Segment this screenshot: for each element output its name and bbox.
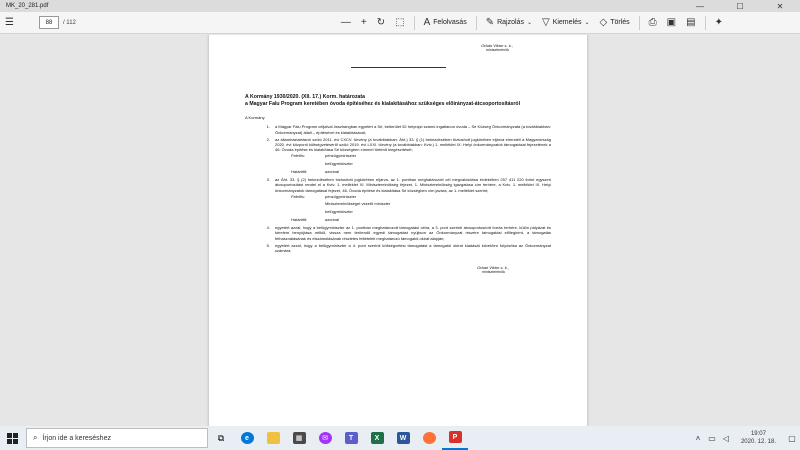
read-aloud-button[interactable] (419, 14, 472, 32)
zoom-in-button[interactable] (356, 14, 372, 32)
store-button[interactable] (286, 426, 312, 450)
pdf-icon: P (449, 431, 462, 443)
pin-toolbar-button[interactable] (710, 14, 728, 32)
edge-icon: e (241, 432, 254, 444)
save-as-button[interactable] (681, 14, 700, 32)
title-bar (0, 0, 800, 12)
responsibility-label: Felelős: (291, 193, 306, 199)
decree-item (245, 243, 551, 253)
clock-time: 19:07 (750, 431, 766, 437)
page-number-input[interactable]: 88 (39, 16, 59, 29)
excel-icon: X (371, 432, 384, 444)
pdf-toolbar (0, 12, 800, 34)
close-button[interactable]: ✕ (776, 1, 784, 11)
responsibility-label: Felelős: (291, 153, 306, 159)
responsibility-row (245, 208, 551, 216)
responsibility-label: Határidő: (291, 168, 308, 174)
firefox-icon (423, 432, 436, 444)
toolbar-separator (639, 16, 640, 30)
print-icon: ⎙ (648, 16, 657, 28)
chevron-up-icon[interactable]: ˄ (695, 433, 701, 443)
taskbar (0, 426, 800, 450)
responsibility-row (245, 200, 551, 208)
responsibility-value: pénzügyminiszter (325, 193, 357, 199)
search-icon: ⌕ (33, 433, 38, 442)
minus-icon: — (340, 16, 351, 28)
decree-item (245, 137, 551, 153)
responsibility-value: belügyminiszter (325, 209, 353, 214)
print-button[interactable] (644, 14, 662, 32)
pdf-reader-button[interactable] (442, 426, 468, 450)
decree-item-text: az Áht. 33. § (2) bekezdésében biztosított jogkörében eljárva, az 1. pontban meghatározott cél megvalósítása érdekében 257 411 220 forint egyszeri átcsoportosítást rendel el a Kvtv. 1. melléklet XI. Miniszterelnökség fejezet, 1. Miniszterelnökség igazgatása cím terhére, a Kvtv. 1. melléklet IX. Helyi önkormányzatok támogatásai fejezet, 46. Óvoda építése és kialakítása Sé községben cím javára, az 1. melléklet szerint; (275, 177, 551, 193)
decree-item-number: 1. (266, 124, 270, 130)
responsibility-row (245, 193, 551, 201)
page-total: / 112 (62, 19, 76, 26)
start-button[interactable] (0, 426, 24, 450)
fit-page-icon: ⬚ (395, 16, 405, 28)
responsibility-value: azonnal (325, 168, 340, 174)
excel-button[interactable] (364, 426, 390, 450)
responsibility-label (291, 200, 325, 208)
erase-button[interactable] (595, 14, 635, 32)
read-aloud-icon: A (423, 16, 431, 28)
search-placeholder: Írjon ide a kereséshez (42, 434, 111, 442)
decree-subject: a Magyar Falu Program keretében óvoda építéséhez és kialakításához szükséges előirányzat-átcsoportosításról (245, 101, 521, 107)
decree-item-text: a Magyar Falu Program céljaival összhangban egyetért a Sé, belterület 52 helyrajzi számú ingatlanon óvoda – Sé Község Önkormányzata (a továbbiakban: Önkormányzat) általi – építésével és kialakításával; (275, 124, 551, 135)
signature-name: Orbán Viktor s. k., (477, 265, 509, 271)
chevron-down-icon[interactable]: ⌄ (526, 19, 532, 26)
signature-role: miniszterelnök (486, 48, 509, 52)
maximize-button[interactable]: ☐ (736, 1, 744, 11)
responsibility-value: Miniszterelnökséget vezető miniszter (325, 201, 391, 207)
responsibility-row (245, 160, 551, 168)
firefox-button[interactable] (416, 426, 442, 450)
decree-item-text: egyetért azzal, hogy a belügyminiszter a 4. pont szerinti költségvetési támogatást a támogatói okirat kiadását követően folyósítsa az Önkormányzat számára. (275, 242, 551, 253)
store-icon: ▦ (293, 432, 306, 444)
word-icon: W (397, 432, 410, 444)
minimize-button[interactable]: — (696, 1, 704, 11)
taskbar-search[interactable] (26, 428, 208, 448)
task-view-button[interactable] (208, 426, 234, 450)
decree-items (245, 124, 551, 255)
highlight-button[interactable] (537, 14, 595, 32)
teams-button[interactable] (338, 426, 364, 450)
word-button[interactable] (390, 426, 416, 450)
decree-item (245, 177, 551, 193)
decree-item (245, 225, 551, 241)
top-signature (245, 43, 551, 53)
pdf-page (209, 35, 587, 426)
hamburger-icon: ☰ (5, 16, 14, 28)
decree-item-number: 3. (266, 177, 270, 183)
decree-intro: A Kormány (245, 115, 265, 120)
read-aloud-label: Felolvasás (433, 19, 467, 26)
decree-item-text: egyetért azzal, hogy a belügyminiszter az 1. pontban meghatározott támogatási célra, a 3. pont szerinti átcsoportosított forrás terhére, külön pályázat és kérelem benyújtása nélkül, vissza nem térítendő egyedi támogatást nyújtson az Önkormányzat részére támogatási előlegként, a támogatás felhasználásának és elszámolásának részletes feltételeit meghatározó támogatói okirat alapján; (275, 225, 551, 241)
clock-date: 2020. 12. 18. (740, 439, 776, 445)
volume-icon[interactable]: ◁ (722, 433, 730, 443)
draw-button[interactable] (481, 14, 537, 32)
folder-icon (267, 432, 280, 444)
responsibility-row (245, 152, 551, 160)
chevron-down-icon[interactable]: ⌄ (584, 19, 590, 26)
responsibility-value: belügyminiszter (325, 161, 353, 167)
pen-icon: ✎ (485, 16, 495, 28)
responsibility-row (245, 168, 551, 176)
page-content (245, 35, 551, 275)
rotate-icon: ↻ (376, 16, 386, 28)
save-as-icon: ▤ (686, 16, 696, 28)
responsibility-row (245, 216, 551, 224)
contents-button[interactable] (0, 14, 19, 32)
document-viewport[interactable] (0, 35, 800, 426)
teams-icon: T (345, 432, 358, 444)
responsibility-label: Határidő: (291, 216, 308, 222)
notification-icon[interactable]: ▢ (788, 433, 796, 443)
messenger-icon: ✉ (319, 432, 332, 444)
task-view-icon: ⧉ (217, 432, 225, 443)
file-explorer-button[interactable] (260, 426, 286, 450)
responsibility-label (291, 208, 325, 216)
toolbar-separator (705, 16, 706, 30)
decree-item-text: az államháztartásról szóló 2011. évi CXCV. törvény (a továbbiakban: Áht.) 33. § (1) bekezdésében biztosított jogkörében eljárva elrendeli a Magyarország 2020. évi központi költségvetéséről szóló 2019. évi LXXI. törvény (a továbbiakban: Kvtv.) 1. melléklet IX. Helyi önkormányzatok támogatásai fejezetének a 46. Óvoda építése és kialakítása Sé községben címmel történő kiegészítését; (275, 136, 551, 153)
window-title: MK_20_281.pdf (6, 3, 49, 9)
highlighter-icon: ▽ (541, 16, 550, 28)
responsibility-label (291, 160, 325, 168)
windows-icon (7, 433, 18, 444)
decree-item (245, 124, 551, 134)
decree-item-number: 5. (266, 242, 270, 248)
signature-role: miniszterelnök (482, 270, 505, 275)
messenger-button[interactable] (312, 426, 338, 450)
zoom-out-button[interactable] (336, 14, 356, 32)
decree-item-number: 2. (266, 136, 270, 142)
toolbar-separator (414, 16, 415, 30)
erase-label: Törlés (610, 19, 630, 26)
draw-label: Rajzolás (497, 19, 524, 26)
save-icon: ▣ (666, 16, 677, 28)
pin-icon: ✦ (714, 16, 723, 28)
eraser-icon: ◇ (599, 16, 608, 28)
toolbar-separator (476, 16, 477, 30)
signature-name: Orbán Viktor s. k., (481, 43, 513, 48)
plus-icon: + (360, 16, 367, 28)
responsibility-value: pénzügyminiszter (325, 153, 357, 159)
system-tray (691, 426, 800, 450)
decree-item-number: 4. (266, 225, 270, 231)
decree-title: A Kormány 1930/2020. (XII. 17.) Korm. határozata (245, 94, 366, 100)
bottom-signature (245, 265, 551, 275)
responsibility-value: azonnal (325, 216, 340, 222)
fit-page-button[interactable] (390, 14, 409, 32)
edge-button[interactable] (234, 426, 260, 450)
save-button[interactable] (662, 14, 681, 32)
highlight-label: Kiemelés (552, 19, 582, 26)
clock[interactable] (733, 430, 784, 446)
rotate-button[interactable] (372, 14, 390, 32)
network-icon[interactable]: ▭ (708, 433, 716, 443)
